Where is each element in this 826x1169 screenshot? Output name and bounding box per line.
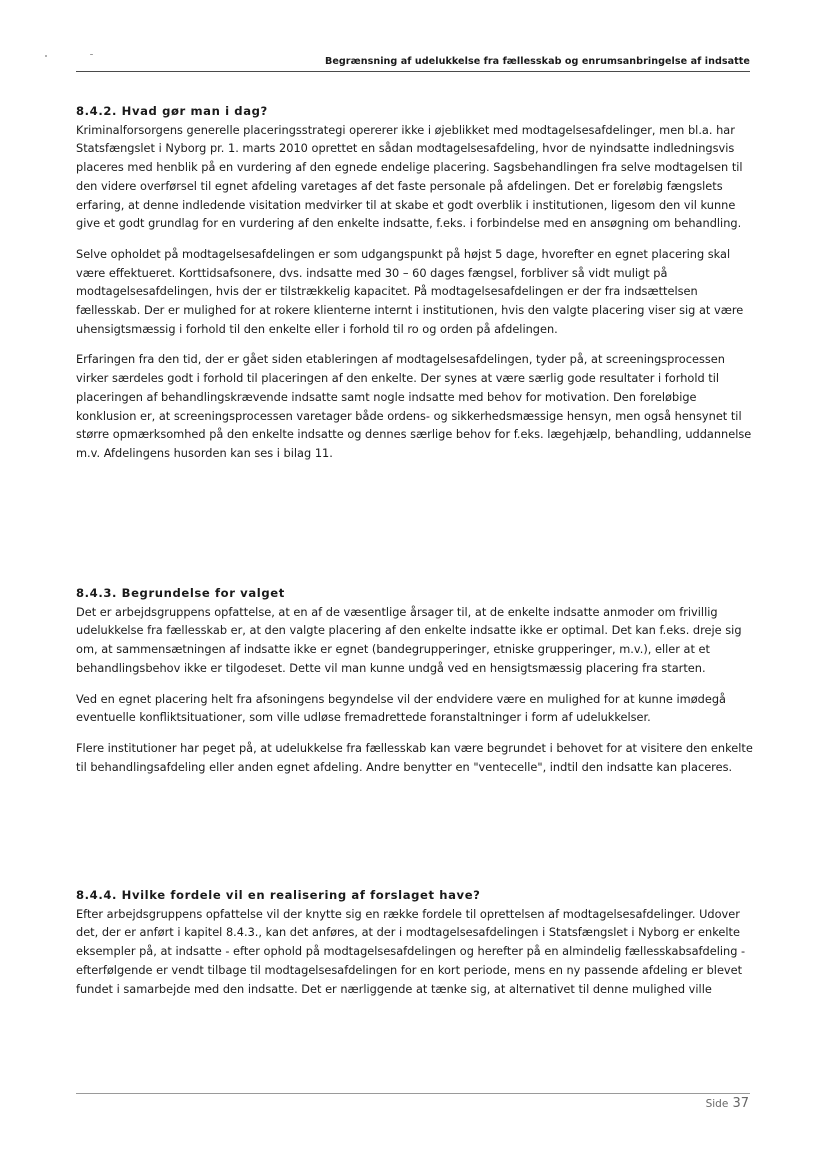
page-number-value: 37 bbox=[732, 1096, 749, 1111]
section-8-4-3 bbox=[76, 584, 756, 776]
paragraph: Selve opholdet på modtagelsesafdelingen er som udgangspunkt på højst 5 dage, hvorefter en egnet placering skal være effektueret. Korttidsafsonere, dvs. indsatte med 30 – 60 dages fængsel, forbliver så vidt muligt på modtagelsesafdelingen, hvis der er tilstrækkelig kapacitet. På modtagelsesafdelingen er der fra indsættelsen fællesskab. Der er mulighed for at rokere klienterne internt i institutionen, hvis den valgte placering viser sig at være uhensigtsmæssig i forhold til den enkelte eller i forhold til ro og orden på afdelingen. bbox=[76, 246, 744, 336]
scan-speck bbox=[90, 54, 93, 55]
section-heading: 8.4.4. Hvilke fordele vil en realisering af forslaget have? bbox=[76, 888, 481, 902]
footer-rule bbox=[76, 1093, 750, 1094]
paragraph: Efter arbejdsgruppens opfattelse vil der knytte sig en række fordele til oprettelsen af modtagelsesafdelinger. Udover det, der er anført i kapitel 8.4.3., kan det anføres, at der i modtagelsesafdelingen i Statsfængslet i Nyborg er enkelte eksempler på, at indsatte - efter ophold på modtagelsesafdelingen og herefter på en almindelig fællesskabsafdeling - efterfølgende er vendt tilbage til modtagelsesafdelingen for en kort periode, mens en ny passende afdeling er blevet fundet i samarbejde med den indsatte. Det er nærliggende at tænke sig, at alternativet til denne mulighed ville bbox=[76, 906, 746, 996]
paragraph: Det er arbejdsgruppens opfattelse, at en af de væsentlige årsager til, at de enkelte indsatte anmoder om frivillig udelukkelse fra fællesskab er, at den valgte placering af den enkelte indsatte ikke er optimal. Det kan f.eks. dreje sig om, at sammensætningen af indsatte ikke er egnet (bandegrupperinger, etniske grupperinger, m.v.), eller at et behandlingsbehov ikke er tilgodeset. Dette vil man kunne undgå ved en hensigtsmæssig placering fra starten. bbox=[76, 604, 742, 675]
paragraph: Ved en egnet placering helt fra afsoningens begyndelse vil der endvidere være en mulighed for at kunne imødegå eventuelle konfliktsituationer, som ville udløse fremadrettede foranstaltninger i form af udelukkelser. bbox=[76, 691, 726, 725]
page-content bbox=[76, 102, 756, 996]
section-heading: 8.4.2. Hvad gør man i dag? bbox=[76, 104, 268, 118]
page-number bbox=[706, 1096, 749, 1111]
scan-speck bbox=[45, 55, 47, 57]
page-label: Side bbox=[705, 1098, 729, 1110]
paragraph: Kriminalforsorgens generelle placeringsstrategi opererer ikke i øjeblikket med modtagelsesafdelinger, men bl.a. har Statsfængslet i Nyborg pr. 1. marts 2010 oprettet en sådan modtagelsesafdeling, hvor de nyindsatte indledningsvis placeres med henblik på en vurdering af den egnede endelige placering. Sagsbehandlingen fra selve modtagelsen til den videre overførsel til egnet afdeling varetages af det faste personale på afdelingen. Det er foreløbig fængslets erfaring, at denne indledende visitation medvirker til at skabe et godt overblik i institutionen, ligesom den vil kunne give et godt grundlag for en vurdering af den enkelte indsatte, f.eks. i forbindelse med en ansøgning om behandling. bbox=[76, 122, 743, 231]
paragraph: Flere institutioner har peget på, at udelukkelse fra fællesskab kan være begrundet i behovet for at visitere den enkelte til behandlingsafdeling eller anden egnet afdeling. Andre benytter en "ventecelle", indtil den indsatte kan placeres. bbox=[76, 740, 753, 774]
section-heading: 8.4.3. Begrundelse for valget bbox=[76, 586, 285, 600]
section-8-4-4 bbox=[76, 886, 756, 998]
paragraph: Erfaringen fra den tid, der er gået siden etableringen af modtagelsesafdelingen, tyder på, at screeningsprocessen virker særdeles godt i forhold til placeringen af den enkelte. Der synes at være særlig gode resultater i forhold til placeringen af behandlingskrævende indsatte samt nogle indsatte med behov for motivation. Den foreløbige konklusion er, at screeningsprocessen varetager både ordens- og sikkerhedsmæssige hensyn, men også hensynet til større opmærksomhed på den enkelte indsatte og dennes særlige behov for f.eks. lægehjælp, behandling, uddannelse m.v. Afdelingens husorden kan ses i bilag 11. bbox=[76, 352, 752, 460]
section-8-4-2 bbox=[76, 102, 756, 463]
running-header: Begrænsning af udelukkelse fra fællesskab og enrumsanbringelse af indsatte bbox=[76, 56, 750, 72]
